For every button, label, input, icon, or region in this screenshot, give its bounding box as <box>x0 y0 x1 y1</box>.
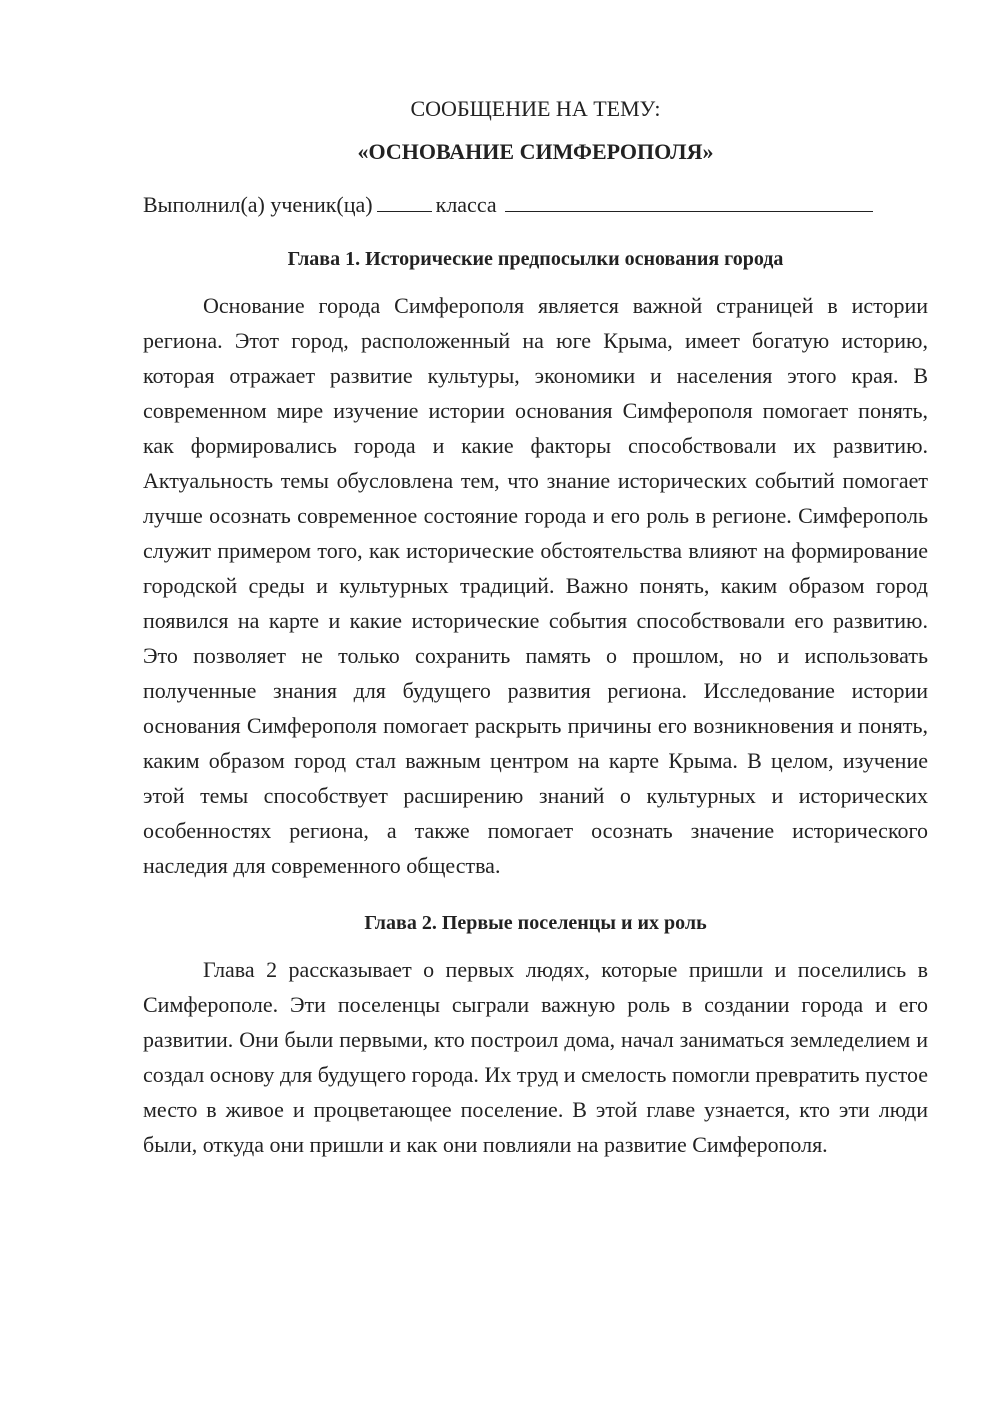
grade-blank <box>377 189 432 212</box>
document-subtitle: «ОСНОВАНИЕ СИМФЕРОПОЛЯ» <box>357 139 714 164</box>
class-word: класса <box>435 192 497 217</box>
name-blank <box>505 189 873 212</box>
chapter-2-heading: Глава 2. Первые поселенцы и их роль <box>364 912 707 934</box>
chapter-2-paragraph: Глава 2 рассказывает о первых людях, которые пришли и поселились в Симферополе. Эти поселенцы сыграли важную роль в создании города и его развитии. Они были первыми, кто построил дома, начал заниматься земледелием и создал основу для будущего города. Их труд и смелость помогли превратить пустое место в живое и процветающее поселение. В этой главе узнается, кто эти люди были, откуда они пришли и как они повлияли на развитие Симферополя. <box>143 957 928 1157</box>
chapter-1-heading: Глава 1. Исторические предпосылки основания города <box>287 248 784 270</box>
document-page <box>143 92 928 1162</box>
author-prefix: Выполнил(а) ученик(ца) <box>143 192 373 217</box>
author-line <box>143 188 928 222</box>
chapter-1-paragraph: Основание города Симферополя является важной страницей в истории региона. Этот город, расположенный на юге Крыма, имеет богатую историю, которая отражает развитие культуры, экономики и населения этого края. В современном мире изучение истории основания Симферополя помогает понять, как формировались города и какие факторы способствовали их развитию. Актуальность темы обусловлена тем, что знание исторических событий помогает лучше осознать современное состояние города и его роль в регионе. Симферополь служит примером того, как исторические обстоятельства влияют на формирование городской среды и культурных традиций. Важно понять, каким образом город появился на карте и какие исторические события способствовали его развитию. Это позволяет не только сохранить память о прошлом, но и использовать полученные знания для будущего развития региона. Исследование истории основания Симферополя помогает раскрыть причины его возникновения и понять, каким образом город стал важным центром на карте Крыма. В целом, изучение этой темы способствует расширению знаний о культурных и исторических особенностях региона, а также помогает осознать значение исторического наследия для современного общества. <box>143 293 928 878</box>
document-title: СООБЩЕНИЕ НА ТЕМУ: <box>410 96 661 121</box>
